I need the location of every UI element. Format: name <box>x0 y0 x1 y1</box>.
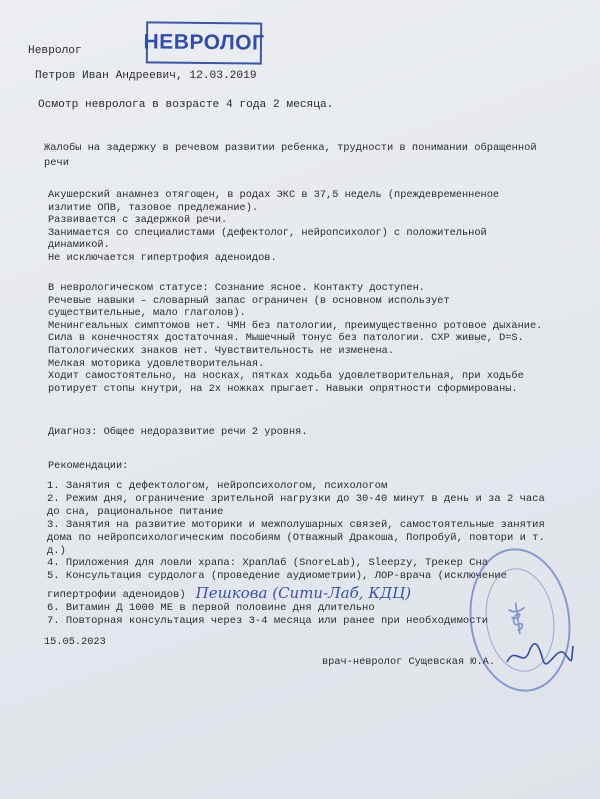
status-line: Сила в конечностях достаточная. Мышечный тонус без патологии. СХР живые, D=S. <box>48 332 524 345</box>
neurological-status <box>48 282 542 395</box>
status-line: ротирует стопы кнутри, на 2х ножках прыгает. Навыки опрятности сформированы. <box>48 382 518 395</box>
recommendation-line: до сна, рациональное питание <box>47 505 224 518</box>
status-line: В неврологическом статусе: Сознание ясное. Контакту доступен. <box>48 282 425 294</box>
header-stamp <box>143 21 265 64</box>
anamnesis <box>48 189 499 265</box>
recommendation-line: дома по нейропсихологическим пособиям (Отважный Дракоша, Попробуй, повтори и т. <box>47 531 545 544</box>
anamnesis-line: Занимается со специалистами (дефектолог, нейропсихолог) с положительной <box>48 226 487 239</box>
anamnesis-line: излитие ОПВ, тазовое предлежание). <box>48 201 259 214</box>
recommendation-line: гипертрофии аденоидов) <box>47 589 186 602</box>
patient-line: Петров Иван Андреевич, 12.03.2019 <box>35 70 257 82</box>
status-line: Мелкая моторика удовлетворительная. <box>48 357 265 370</box>
diagnosis: Диагноз: Общее недоразвитие речи 2 уровня. <box>48 426 308 438</box>
status-line: Ходит самостоятельно, на носках, пятках ходьба удовлетворительная, при ходьбе <box>48 370 524 383</box>
recommendations-title: Рекомендации: <box>48 460 129 472</box>
recommendation-line: 3. Занятия на развитие моторики и межполушарных связей, самостоятельные занятия <box>47 518 545 531</box>
complaints <box>44 141 537 171</box>
recommendation-line: 4. Приложения для ловли храпа: ХрапЛаб (SnoreLab), Sleepzy, Трекер Сна <box>47 557 489 570</box>
recommendation-line: 2. Режим дня, ограничение зрительной нагрузки до 30-40 минут в день и за 2 часа <box>47 492 545 505</box>
recommendation-line: 1. Занятия с дефектологом, нейропсихологом, психологом <box>47 480 388 492</box>
status-line: Патологических знаков нет. Чувствительность не изменена. <box>48 344 395 357</box>
complaints-line: речи <box>44 157 69 169</box>
doctor-signature-line: врач-невролог Сущевская Ю.А. <box>322 656 496 668</box>
specialty: Невролог <box>28 45 82 57</box>
anamnesis-line: Развивается с задержкой речи. <box>48 214 228 227</box>
caduceus-icon <box>501 599 534 639</box>
signature <box>505 640 575 670</box>
stamp-text: НЕВРОЛОГ <box>143 30 265 55</box>
anamnesis-line: Акушерский анамнез отягощен, в родах ЭКС в 37,5 недель (преждевременненое <box>48 189 500 201</box>
exam-line: Осмотр невролога в возрасте 4 года 2 месяца. <box>38 99 334 111</box>
recommendation-line: д.) <box>47 544 66 557</box>
recommendation-line: 5. Консультация сурдолога (проведение аудиометрии), ЛОР-врача (исключение <box>47 570 507 583</box>
status-line: существительные, мало глаголов). <box>48 307 246 320</box>
handwritten-note: Пешкова (Сити-Лаб, КДЦ) <box>195 584 412 603</box>
recommendation-line: 6. Витамин Д 1000 МЕ в первой половине дня длительно <box>47 602 375 615</box>
anamnesis-line: Не исключается гипертрофия аденоидов. <box>48 251 277 264</box>
document-date: 15.05.2023 <box>44 636 106 648</box>
complaints-line: Жалобы на задержку в речевом развитии ребенка, трудности в понимании обращенной <box>44 142 537 154</box>
status-line: Менингеальных симптомов нет. ЧМН без патологии, преимущественно ротовое дыхание. <box>48 319 543 332</box>
status-line: Речевые навыки – словарный запас ограничен (в основном использует <box>48 294 450 307</box>
anamnesis-line: динамикой. <box>48 239 110 252</box>
recommendation-line: 7. Повторная консультация через 3-4 месяца или ранее при необходимости <box>47 615 489 628</box>
